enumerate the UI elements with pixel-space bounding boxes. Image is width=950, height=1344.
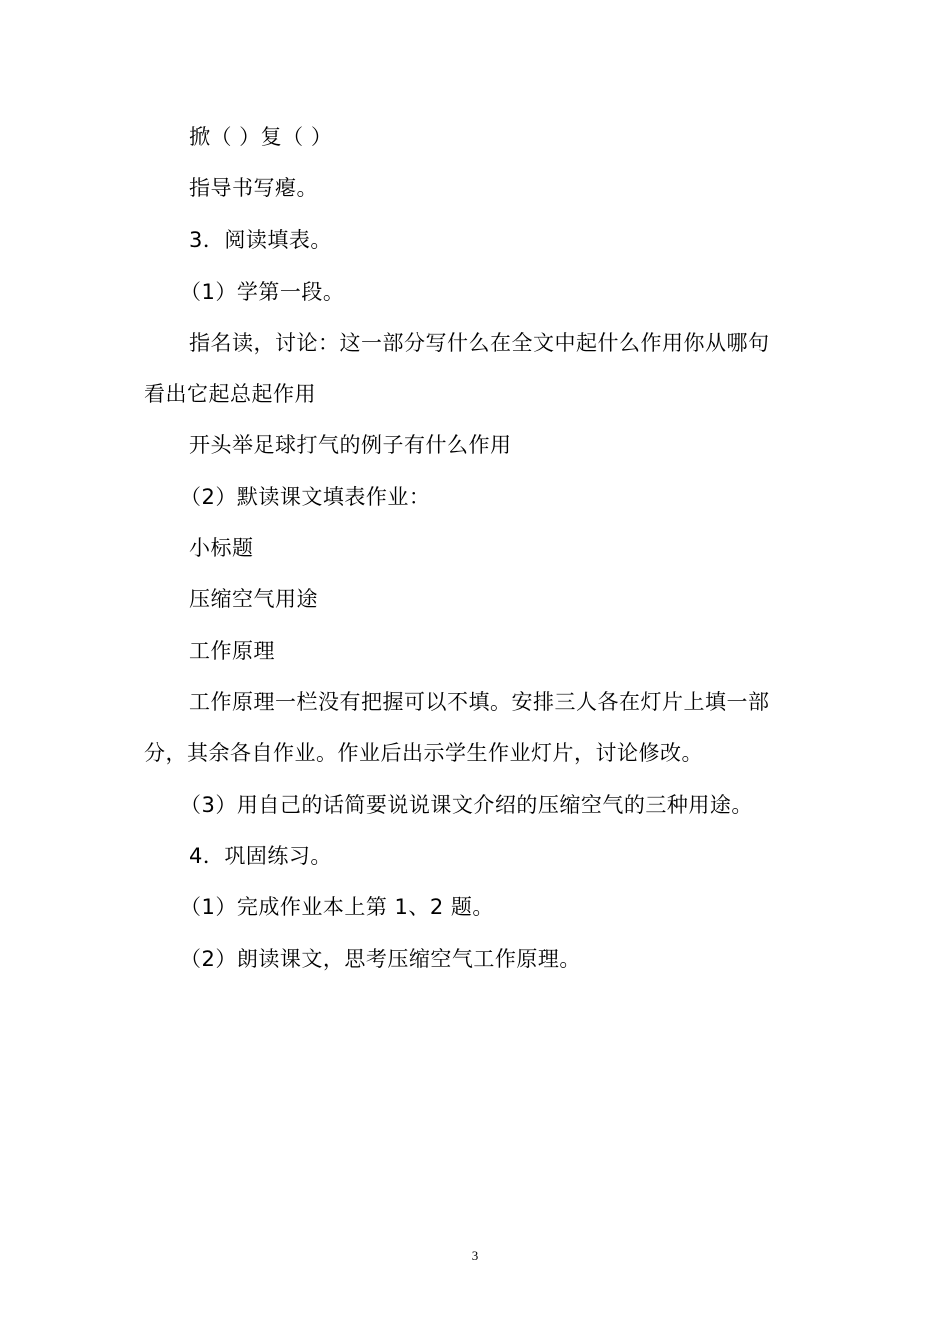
- text-line: 指名读，讨论：这一部分写什么在全文中起什么作用你从哪句: [189, 331, 770, 355]
- text-line: 工作原理一栏没有把握可以不填。安排三人各在灯片上填一部: [189, 690, 770, 714]
- text-line: 4．巩固练习。: [189, 844, 332, 868]
- text-line: 指导书写瘪。: [189, 176, 318, 200]
- text-line: 掀（ ）复（ ）: [189, 125, 333, 149]
- text-line: （2）默读课文填表作业：: [180, 485, 431, 509]
- text-line: （3）用自己的话简要说说课文介绍的压缩空气的三种用途。: [180, 793, 753, 817]
- text-line: 看出它起总起作用: [144, 382, 316, 406]
- text-line: （2）朗读课文，思考压缩空气工作原理。: [180, 947, 581, 971]
- text-line: 分，其余各自作业。作业后出示学生作业灯片，讨论修改。: [144, 741, 703, 765]
- text-line: 开头举足球打气的例子有什么作用: [189, 433, 512, 457]
- text-line: 压缩空气用途: [189, 587, 318, 611]
- text-line: 工作原理: [189, 639, 275, 663]
- text-line: 3．阅读填表。: [189, 228, 332, 252]
- text-line: （1）完成作业本上第 1、2 题。: [180, 895, 494, 919]
- text-line: 小标题: [189, 536, 254, 560]
- page-number: 3: [471, 1248, 479, 1263]
- text-line: （1）学第一段。: [180, 280, 345, 304]
